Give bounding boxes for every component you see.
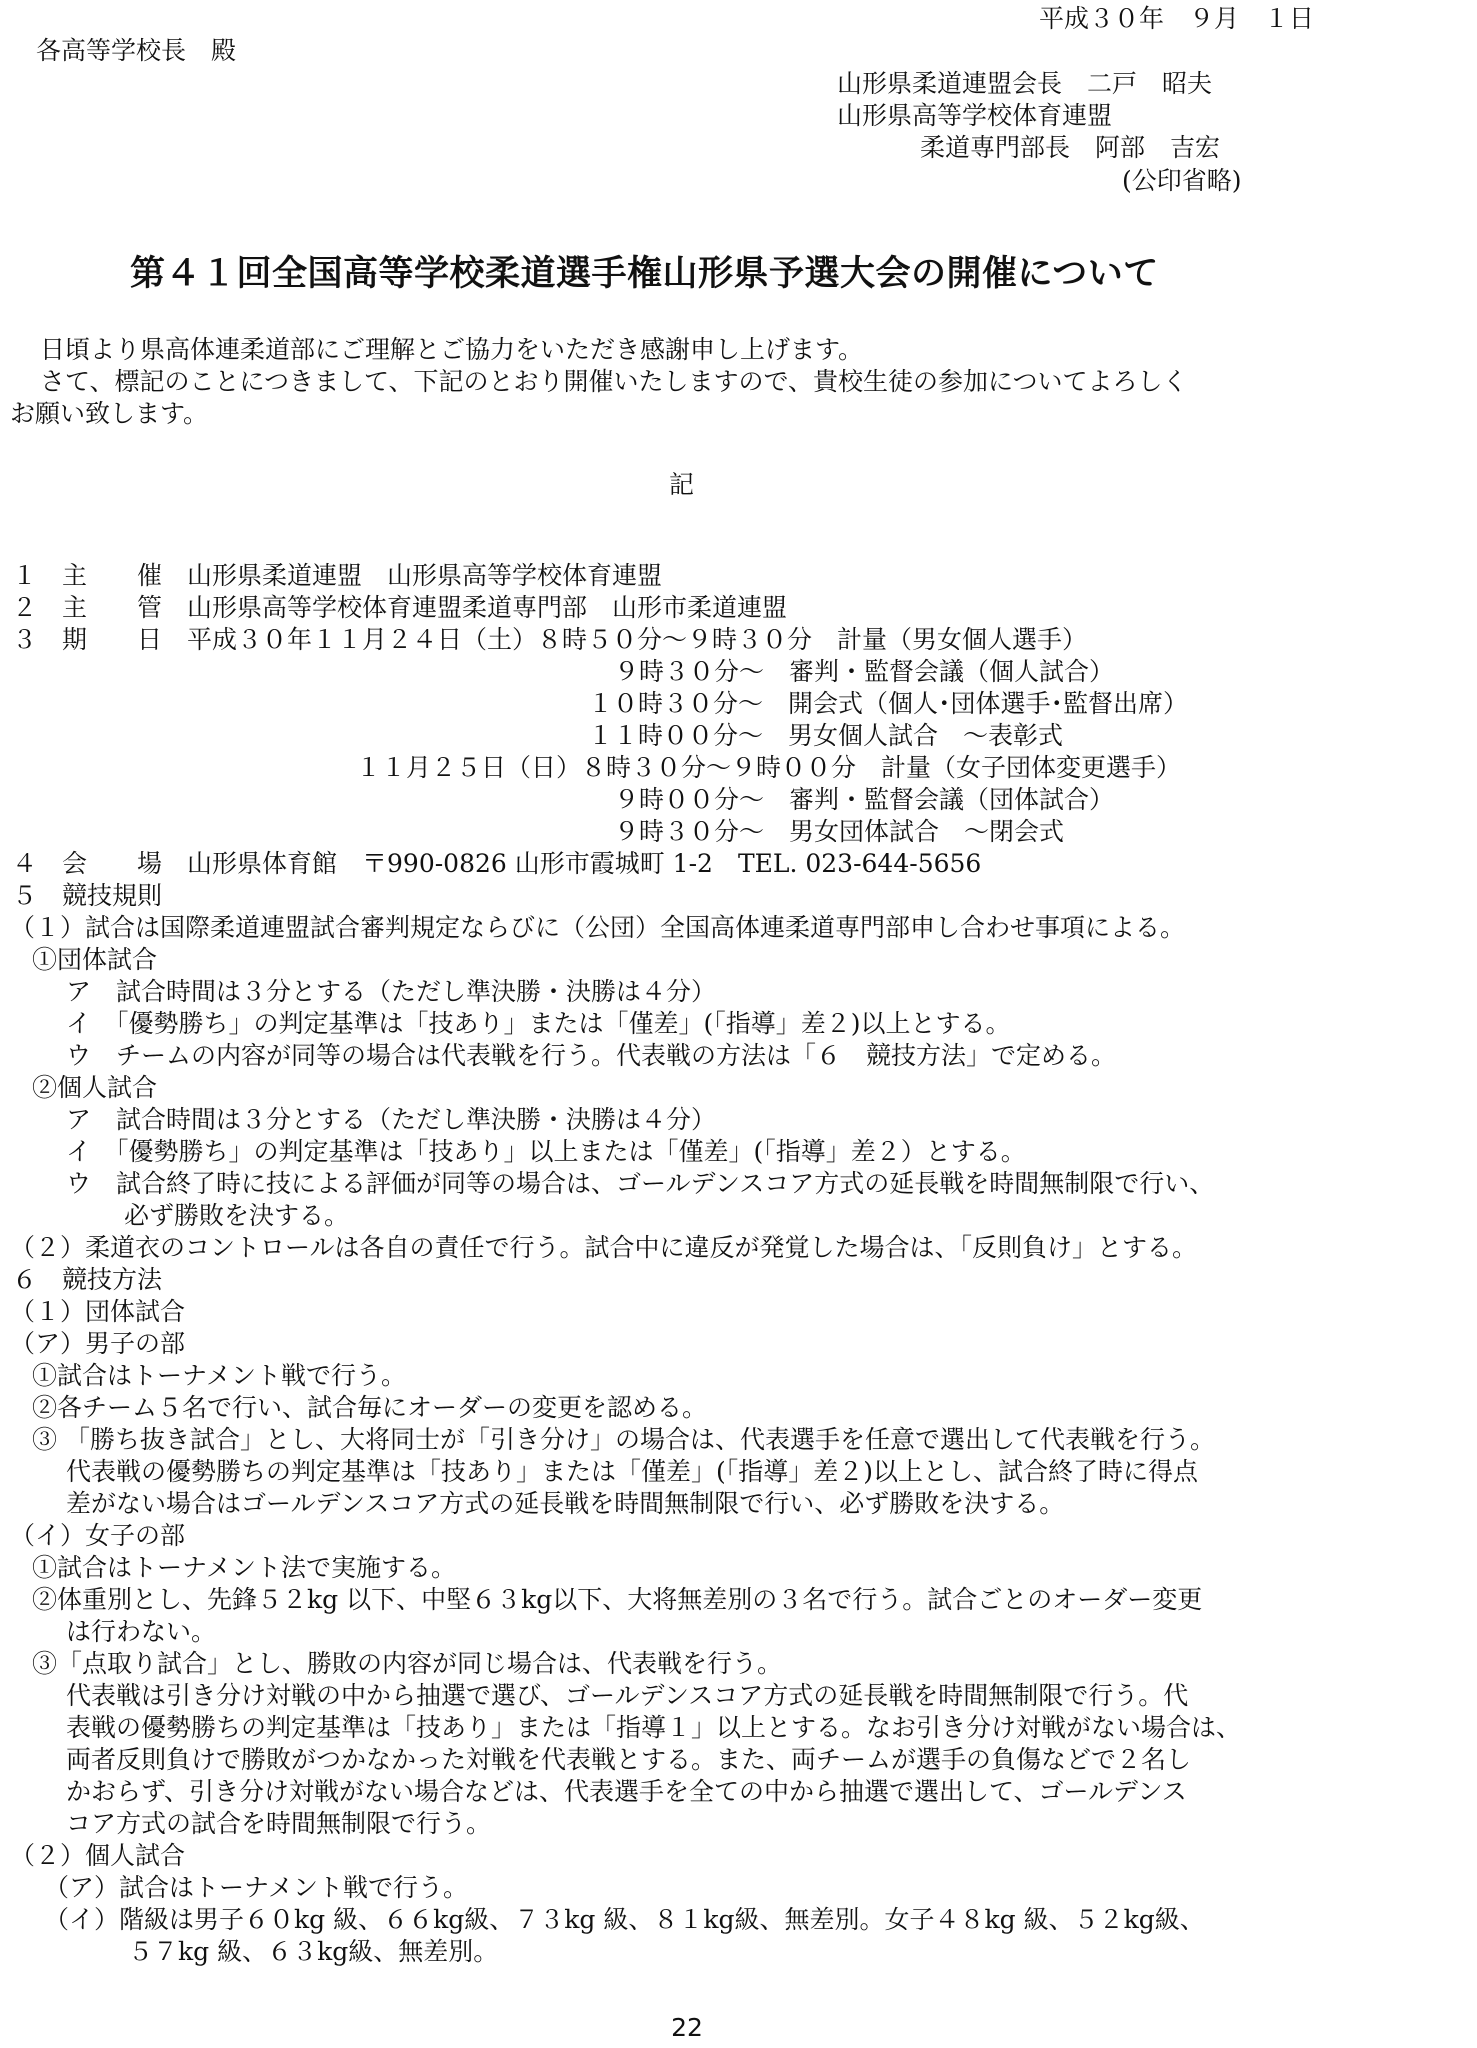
rules-line: ウ 試合終了時に技による評価が同等の場合は、ゴールデンスコア方式の延長戦を時間無制限で行い、	[66, 1169, 1215, 1198]
intro-line-2: さて、標記のことにつきまして、下記のとおり開催いたしますので、貴校生徒の参加についてよろしく	[40, 367, 1188, 396]
schedule-line: ９時００分～ 審判・監督会議（団体試合）	[614, 785, 1115, 814]
method-line: （イ）女子の部	[10, 1521, 186, 1550]
item-rules-heading: ５ 競技規則	[12, 881, 163, 910]
rules-line: （１）試合は国際柔道連盟試合審判規定ならびに（公団）全国高体連柔道専門部申し合わせ事項による。	[10, 913, 1186, 942]
method-line: 差がない場合はゴールデンスコア方式の延長戦を時間無制限で行い、必ず勝敗を決する。	[66, 1489, 1065, 1518]
item-method-heading: ６ 競技方法	[12, 1265, 163, 1294]
rules-line: ウ チームの内容が同等の場合は代表戦を行う。代表戦の方法は「６ 競技方法」で定める。	[66, 1041, 1117, 1070]
sender-line-3: 柔道専門部長 阿部 吉宏	[920, 133, 1221, 162]
item-management: ２ 主 管 山形県高等学校体育連盟柔道専門部 山形市柔道連盟	[12, 593, 788, 622]
schedule-line: １１月２５日（日）８時３０分～９時００分 計量（女子団体変更選手）	[356, 753, 1182, 782]
rules-line: ア 試合時間は３分とする（ただし準決勝・決勝は４分）	[66, 1105, 717, 1134]
schedule-line: ９時３０分～ 審判・監督会議（個人試合）	[614, 657, 1115, 686]
sender-line-1: 山形県柔道連盟会長 二戸 昭夫	[837, 69, 1213, 98]
rules-line: ①団体試合	[32, 945, 158, 974]
method-line: ②各チーム５名で行い、試合毎にオーダーの変更を認める。	[32, 1393, 708, 1422]
rules-line: 必ず勝敗を決する。	[124, 1201, 350, 1230]
sender-line-2: 山形県高等学校体育連盟	[837, 101, 1113, 130]
method-line: ５７kg 級、６３kg級、無差別。	[128, 1937, 499, 1966]
method-line: ③ 「勝ち抜き試合」とし、大将同士が「引き分け」の場合は、代表選手を任意で選出して代表戦を行う。	[32, 1425, 1215, 1454]
rules-line: ア 試合時間は３分とする（ただし準決勝・決勝は４分）	[66, 977, 717, 1006]
rules-line: イ 「優勢勝ち」の判定基準は「技あり」以上または「僅差」(「指導」差２）とする。	[66, 1137, 1026, 1166]
intro-line-3: お願い致します。	[10, 399, 209, 428]
method-line: 両者反則負けで勝敗がつかなかった対戦を代表戦とする。また、両チームが選手の負傷などで２名し	[66, 1745, 1192, 1774]
issue-date: 平成３０年 ９月 １日	[1039, 4, 1315, 33]
method-line: は行わない。	[66, 1617, 217, 1646]
rules-line: ②個人試合	[32, 1073, 158, 1102]
method-line: ①試合はトーナメント法で実施する。	[32, 1553, 457, 1582]
item-schedule: ３ 期 日 平成３０年１１月２４日（土）８時５０分～９時３０分 計量（男女個人選手）	[12, 625, 1088, 654]
ki-heading: 記	[669, 470, 695, 499]
method-line: 代表戦の優勢勝ちの判定基準は「技あり」または「僅差」(「指導」差２)以上とし、試合終了時に得点	[66, 1457, 1199, 1486]
schedule-line: １０時３０分～ 開会式（個人･団体選手･監督出席）	[588, 689, 1189, 718]
schedule-line: １１時００分～ 男女個人試合 ～表彰式	[588, 721, 1064, 750]
method-line: 代表戦は引き分け対戦の中から抽選で選び、ゴールデンスコア方式の延長戦を時間無制限で行う。代	[66, 1681, 1189, 1710]
addressee: 各高等学校長 殿	[36, 36, 237, 65]
rules-line: （２）柔道衣のコントロールは各自の責任で行う。試合中に違反が発覚した場合は、「反則負け」とする。	[10, 1233, 1198, 1262]
method-line: （イ）階級は男子６０kg 級、６６kg級、７３kg 級、８１kg級、無差別。女子４８kg 級、５２kg級、	[44, 1905, 1205, 1934]
seal-omitted-note: (公印省略)	[1122, 166, 1242, 195]
item-organizer: １ 主 催 山形県柔道連盟 山形県高等学校体育連盟	[12, 561, 663, 590]
method-line: 表戦の優勢勝ちの判定基準は「技あり」または「指導１」以上とする。なお引き分け対戦がない場合は、	[66, 1713, 1242, 1742]
method-line: （１）団体試合	[10, 1297, 186, 1326]
page-number: 22	[671, 2013, 703, 2042]
schedule-line: ９時３０分～ 男女団体試合 ～閉会式	[614, 817, 1065, 846]
method-line: かおらず、引き分け対戦がない場合などは、代表選手を全ての中から抽選で選出して、ゴールデンス	[66, 1777, 1187, 1806]
method-line: ③「点取り試合」とし、勝敗の内容が同じ場合は、代表戦を行う。	[32, 1649, 783, 1678]
intro-line-1: 日頃より県高体連柔道部にご理解とご協力をいただき感謝申し上げます。	[40, 335, 864, 364]
method-line: （ア）男子の部	[10, 1329, 186, 1358]
document-title: 第４１回全国高等学校柔道選手権山形県予選大会の開催について	[130, 254, 1159, 294]
rules-line: イ 「優勢勝ち」の判定基準は「技あり」または「僅差」(「指導」差２)以上とする。	[66, 1009, 1011, 1038]
method-line: （２）個人試合	[10, 1841, 186, 1870]
method-line: ①試合はトーナメント戦で行う。	[32, 1361, 407, 1390]
method-line: コア方式の試合を時間無制限で行う。	[66, 1809, 492, 1838]
method-line: ②体重別とし、先鋒５２kg 以下、中堅６３kg以下、大将無差別の３名で行う。試合ごとのオーダー変更	[32, 1585, 1203, 1614]
method-line: （ア）試合はトーナメント戦で行う。	[44, 1873, 469, 1902]
item-venue: ４ 会 場 山形県体育館 〒990-0826 山形市霞城町 1-2 TEL. 023-644-5656	[12, 849, 982, 878]
